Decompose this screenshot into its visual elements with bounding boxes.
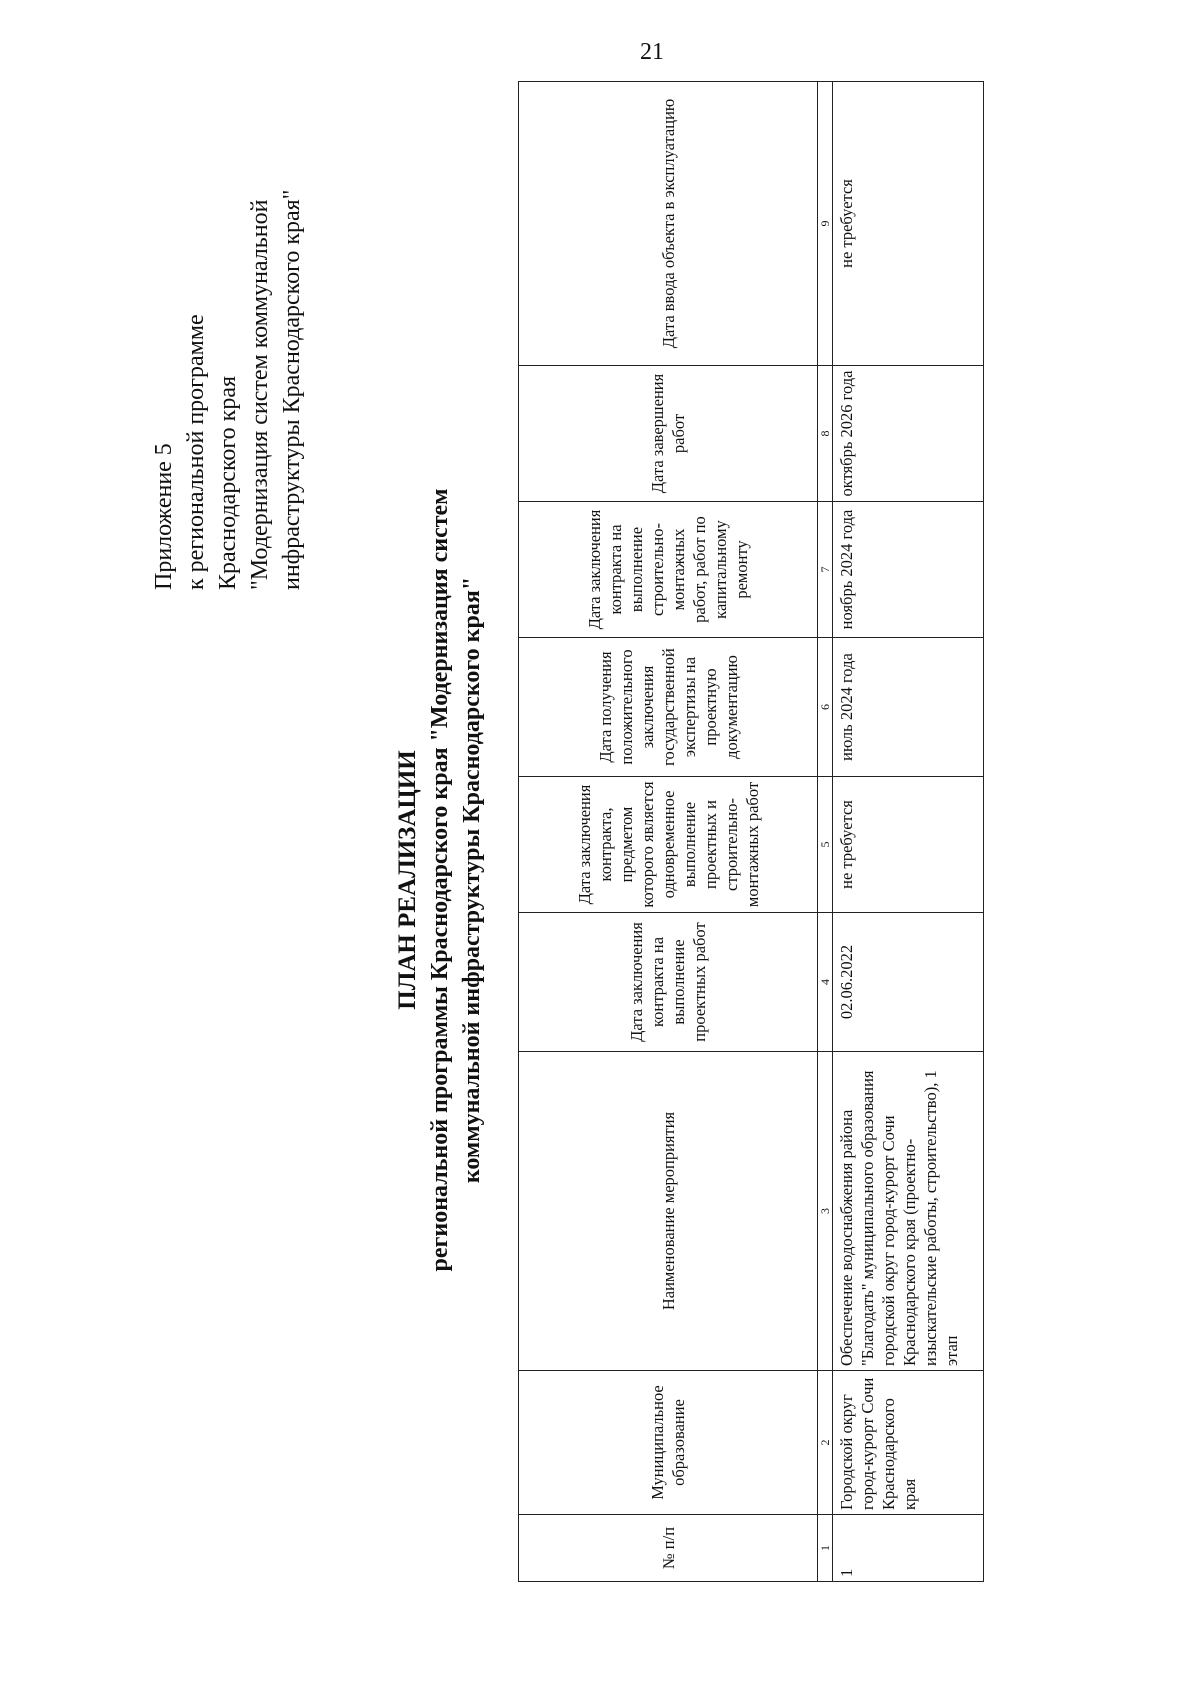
appendix-line: "Модернизация систем коммунальной xyxy=(247,199,273,590)
table-row xyxy=(833,82,984,1582)
header-cell-construction-contract-date: Дата заключения контракта на выполнение строительно-монтажных работ, работ по капитальному ремонту xyxy=(519,502,818,638)
design-contract-date-cell: 02.06.2022 xyxy=(833,913,984,1052)
commissioning-date-cell: не требуется xyxy=(833,82,984,366)
municipality-cell: Городской округ город-курорт Сочи Краснодарского края xyxy=(833,1371,984,1515)
appendix-block xyxy=(148,10,308,590)
column-number-cell: 8 xyxy=(818,366,833,502)
header-cell-combined-contract-date: Дата заключения контракта, предметом которого является одновременное выполнение проектных и строительно-монтажных работ xyxy=(519,777,818,913)
column-number-cell: 4 xyxy=(818,913,833,1052)
column-number-cell: 2 xyxy=(818,1371,833,1515)
completion-date-cell: октябрь 2026 года xyxy=(833,366,984,502)
construction-contract-date-cell: ноябрь 2024 года xyxy=(833,502,984,638)
title-subtitle-line-2: коммунальной инфраструктуры Краснодарского края" xyxy=(459,576,485,1184)
header-cell-completion-date: Дата завершения работ xyxy=(519,366,818,502)
appendix-line: Краснодарского края xyxy=(215,375,241,590)
header-cell-expertise-date: Дата получения положительного заключения государственной экспертизы на проектную документацию xyxy=(519,638,818,777)
column-number-row xyxy=(818,82,833,1582)
table-header-row xyxy=(519,82,818,1582)
event-name-cell: Обеспечение водоснабжения района "Благодать" муниципального образования городской округ город-курорт Сочи Краснодарского края (проектно-изыскательские работы, строительство), 1 этап xyxy=(833,1052,984,1371)
page-number: 21 xyxy=(640,39,664,65)
combined-contract-date-cell: не требуется xyxy=(833,777,984,913)
row-number-cell: 1 xyxy=(833,1515,984,1582)
document-title xyxy=(392,330,488,1430)
header-cell-number: № п/п xyxy=(519,1515,818,1582)
header-cell-design-contract-date: Дата заключения контракта на выполнение проектных работ xyxy=(519,913,818,1052)
header-cell-event-name: Наименование мероприятия xyxy=(519,1052,818,1371)
header-cell-commissioning-date: Дата ввода объекта в эксплуатацию xyxy=(519,82,818,366)
column-number-cell: 6 xyxy=(818,638,833,777)
appendix-line: Приложение 5 xyxy=(151,443,177,590)
column-number-cell: 1 xyxy=(818,1515,833,1582)
title-main: ПЛАН РЕАЛИЗАЦИИ xyxy=(394,750,421,1010)
column-number-cell: 9 xyxy=(818,82,833,366)
title-subtitle-line-1: региональной программы Краснодарского края "Модернизация систем xyxy=(427,488,453,1272)
column-number-cell: 3 xyxy=(818,1052,833,1371)
implementation-plan-table xyxy=(518,81,984,1582)
appendix-line: инфраструктуры Краснодарского края" xyxy=(279,189,305,590)
expertise-date-cell: июль 2024 года xyxy=(833,638,984,777)
appendix-line: к региональной программе xyxy=(183,314,209,590)
header-cell-municipality: Муниципальное образование xyxy=(519,1371,818,1515)
column-number-cell: 7 xyxy=(818,502,833,638)
column-number-cell: 5 xyxy=(818,777,833,913)
